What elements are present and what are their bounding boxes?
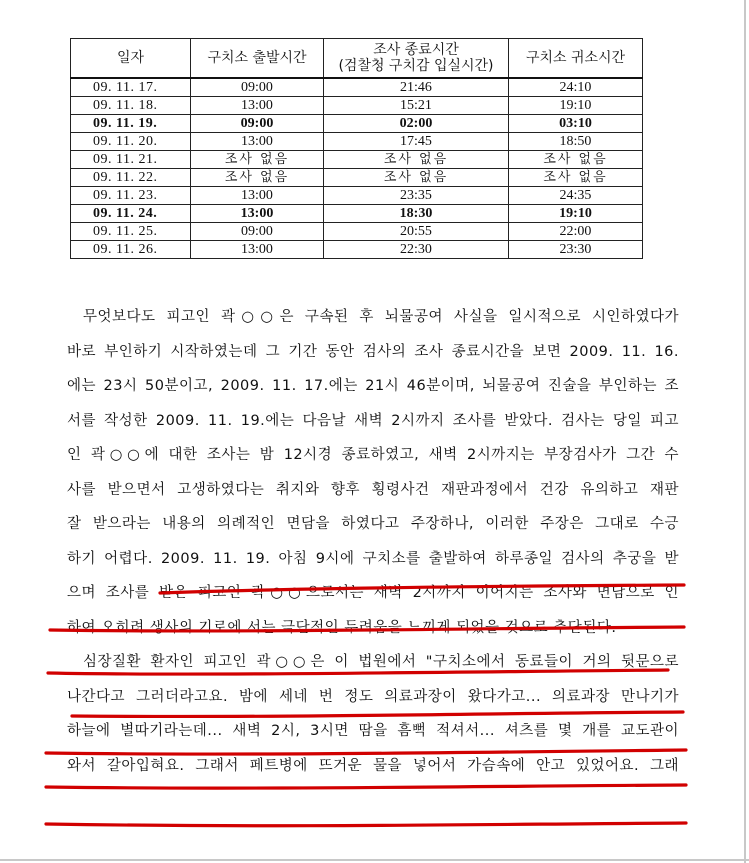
- header-end-time-line2: (검찰청 구치감 입실시간): [338, 58, 494, 74]
- return-cell: 18:50: [509, 133, 643, 151]
- end-time-cell: 21:46: [324, 78, 509, 97]
- date-cell: 09. 11. 23.: [71, 187, 191, 205]
- header-end-time-line1: 조사 종료시간: [373, 42, 459, 58]
- text-line: 사를 받으면서 고생하였다는 취지와 향후 횡령사건 재판과정에서 건강 유의하고 재판: [67, 481, 679, 498]
- date-cell: 09. 11. 26.: [71, 241, 191, 259]
- table-row: [71, 169, 643, 187]
- body-text: [67, 300, 679, 783]
- departure-cell: 조사 없음: [191, 151, 324, 169]
- table-body: [71, 78, 643, 259]
- departure-cell: 조사 없음: [191, 169, 324, 187]
- date-cell: 09. 11. 24.: [71, 205, 191, 223]
- text-line: 바로 부인하기 시작하였는데 그 기간 동안 검사의 조사 종료시간을 보면 2009. 11. 16.: [67, 343, 679, 360]
- departure-cell: 13:00: [191, 205, 324, 223]
- date-cell: 09. 11. 20.: [71, 133, 191, 151]
- header-end-time: [324, 39, 509, 79]
- text-line: 나간다고 그러더라고요. 밤에 세네 번 정도 의료과장이 왔다가고... 의료과장 만나기가: [67, 688, 679, 705]
- end-time-cell: 18:30: [324, 205, 509, 223]
- text-line: 와서 갈아입혀요. 그래서 페트병에 뜨거운 물을 넣어서 가슴속에 안고 있었어요. 그래: [67, 757, 679, 774]
- table-row: [71, 223, 643, 241]
- text-line: 에는 23시 50분이고, 2009. 11. 17.에는 21시 46분이며, 뇌물공여 진술을 부인하는 조: [67, 378, 679, 394]
- text-line: 무엇보다도 피고인 곽○○은 구속된 후 뇌물공여 사실을 일시적으로 시인하였다가: [83, 309, 679, 325]
- return-cell: 19:10: [509, 205, 643, 223]
- table-row: [71, 97, 643, 115]
- text-line: 서를 작성한 2009. 11. 19.에는 다음날 새벽 2시까지 조사를 받았다. 검사는 당일 피고: [67, 412, 679, 429]
- page-edge-right: [744, 0, 746, 863]
- header-departure: 구치소 출발시간: [191, 39, 324, 79]
- return-cell: 조사 없음: [509, 169, 643, 187]
- departure-cell: 09:00: [191, 115, 324, 133]
- text-line: 하기 어렵다. 2009. 11. 19. 아침 9시에 구치소를 출발하여 하루종일 검사의 추궁을 받: [67, 550, 679, 567]
- end-time-cell: 02:00: [324, 115, 509, 133]
- table-row: [71, 151, 643, 169]
- end-time-cell: 22:30: [324, 241, 509, 259]
- return-cell: 조사 없음: [509, 151, 643, 169]
- return-cell: 23:30: [509, 241, 643, 259]
- text-line: 하늘에 별따기라는데... 새벽 2시, 3시면 땀을 흠뻑 적셔서... 셔츠를 몇 개를 교도관이: [67, 723, 679, 739]
- underline-mark: [46, 823, 686, 826]
- return-cell: 24:35: [509, 187, 643, 205]
- text-line: 인 곽○○에 대한 조사는 밤 12시경 종료하였고, 새벽 2시까지는 부장검사가 그간 수: [67, 447, 679, 463]
- table-row: [71, 241, 643, 259]
- date-cell: 09. 11. 19.: [71, 115, 191, 133]
- end-time-cell: 23:35: [324, 187, 509, 205]
- date-cell: 09. 11. 17.: [71, 78, 191, 97]
- departure-cell: 09:00: [191, 223, 324, 241]
- page-edge-bottom: [0, 859, 749, 861]
- text-line: 잘 받으라는 내용의 의례적인 면담을 하였다고 주장하나, 이러한 주장은 그대로 수긍: [67, 516, 679, 532]
- return-cell: 24:10: [509, 78, 643, 97]
- departure-cell: 13:00: [191, 241, 324, 259]
- date-cell: 09. 11. 21.: [71, 151, 191, 169]
- table-row: [71, 187, 643, 205]
- end-time-cell: 조사 없음: [324, 169, 509, 187]
- return-cell: 22:00: [509, 223, 643, 241]
- paragraph-1: [67, 300, 679, 645]
- departure-cell: 13:00: [191, 133, 324, 151]
- underline-mark: [46, 785, 686, 788]
- end-time-cell: 조사 없음: [324, 151, 509, 169]
- date-cell: 09. 11. 25.: [71, 223, 191, 241]
- paragraph-2: [67, 645, 679, 783]
- table-header-row: [71, 39, 643, 79]
- table-row: [71, 115, 643, 133]
- text-line: 으며 조사를 받은 피고인 곽○○으로서는 새벽 2시까지 이어지는 조사와 면담으로 인: [67, 585, 679, 601]
- table-row: [71, 133, 643, 151]
- schedule-table: [70, 38, 643, 259]
- return-cell: 03:10: [509, 115, 643, 133]
- departure-cell: 13:00: [191, 97, 324, 115]
- departure-cell: 09:00: [191, 78, 324, 97]
- date-cell: 09. 11. 22.: [71, 169, 191, 187]
- end-time-cell: 20:55: [324, 223, 509, 241]
- text-line: 하여 오히려 생사의 기로에 서는 극단적인 두려움을 느끼게 되었을 것으로 추단된다.: [67, 619, 617, 636]
- header-date: 일자: [71, 39, 191, 79]
- table-row: [71, 205, 643, 223]
- header-return: 구치소 귀소시간: [509, 39, 643, 79]
- end-time-cell: 15:21: [324, 97, 509, 115]
- end-time-cell: 17:45: [324, 133, 509, 151]
- table-row: [71, 78, 643, 97]
- text-line: 심장질환 환자인 피고인 곽○○은 이 법원에서 "구치소에서 동료들이 거의 뒷문으로: [83, 654, 679, 670]
- departure-cell: 13:00: [191, 187, 324, 205]
- return-cell: 19:10: [509, 97, 643, 115]
- date-cell: 09. 11. 18.: [71, 97, 191, 115]
